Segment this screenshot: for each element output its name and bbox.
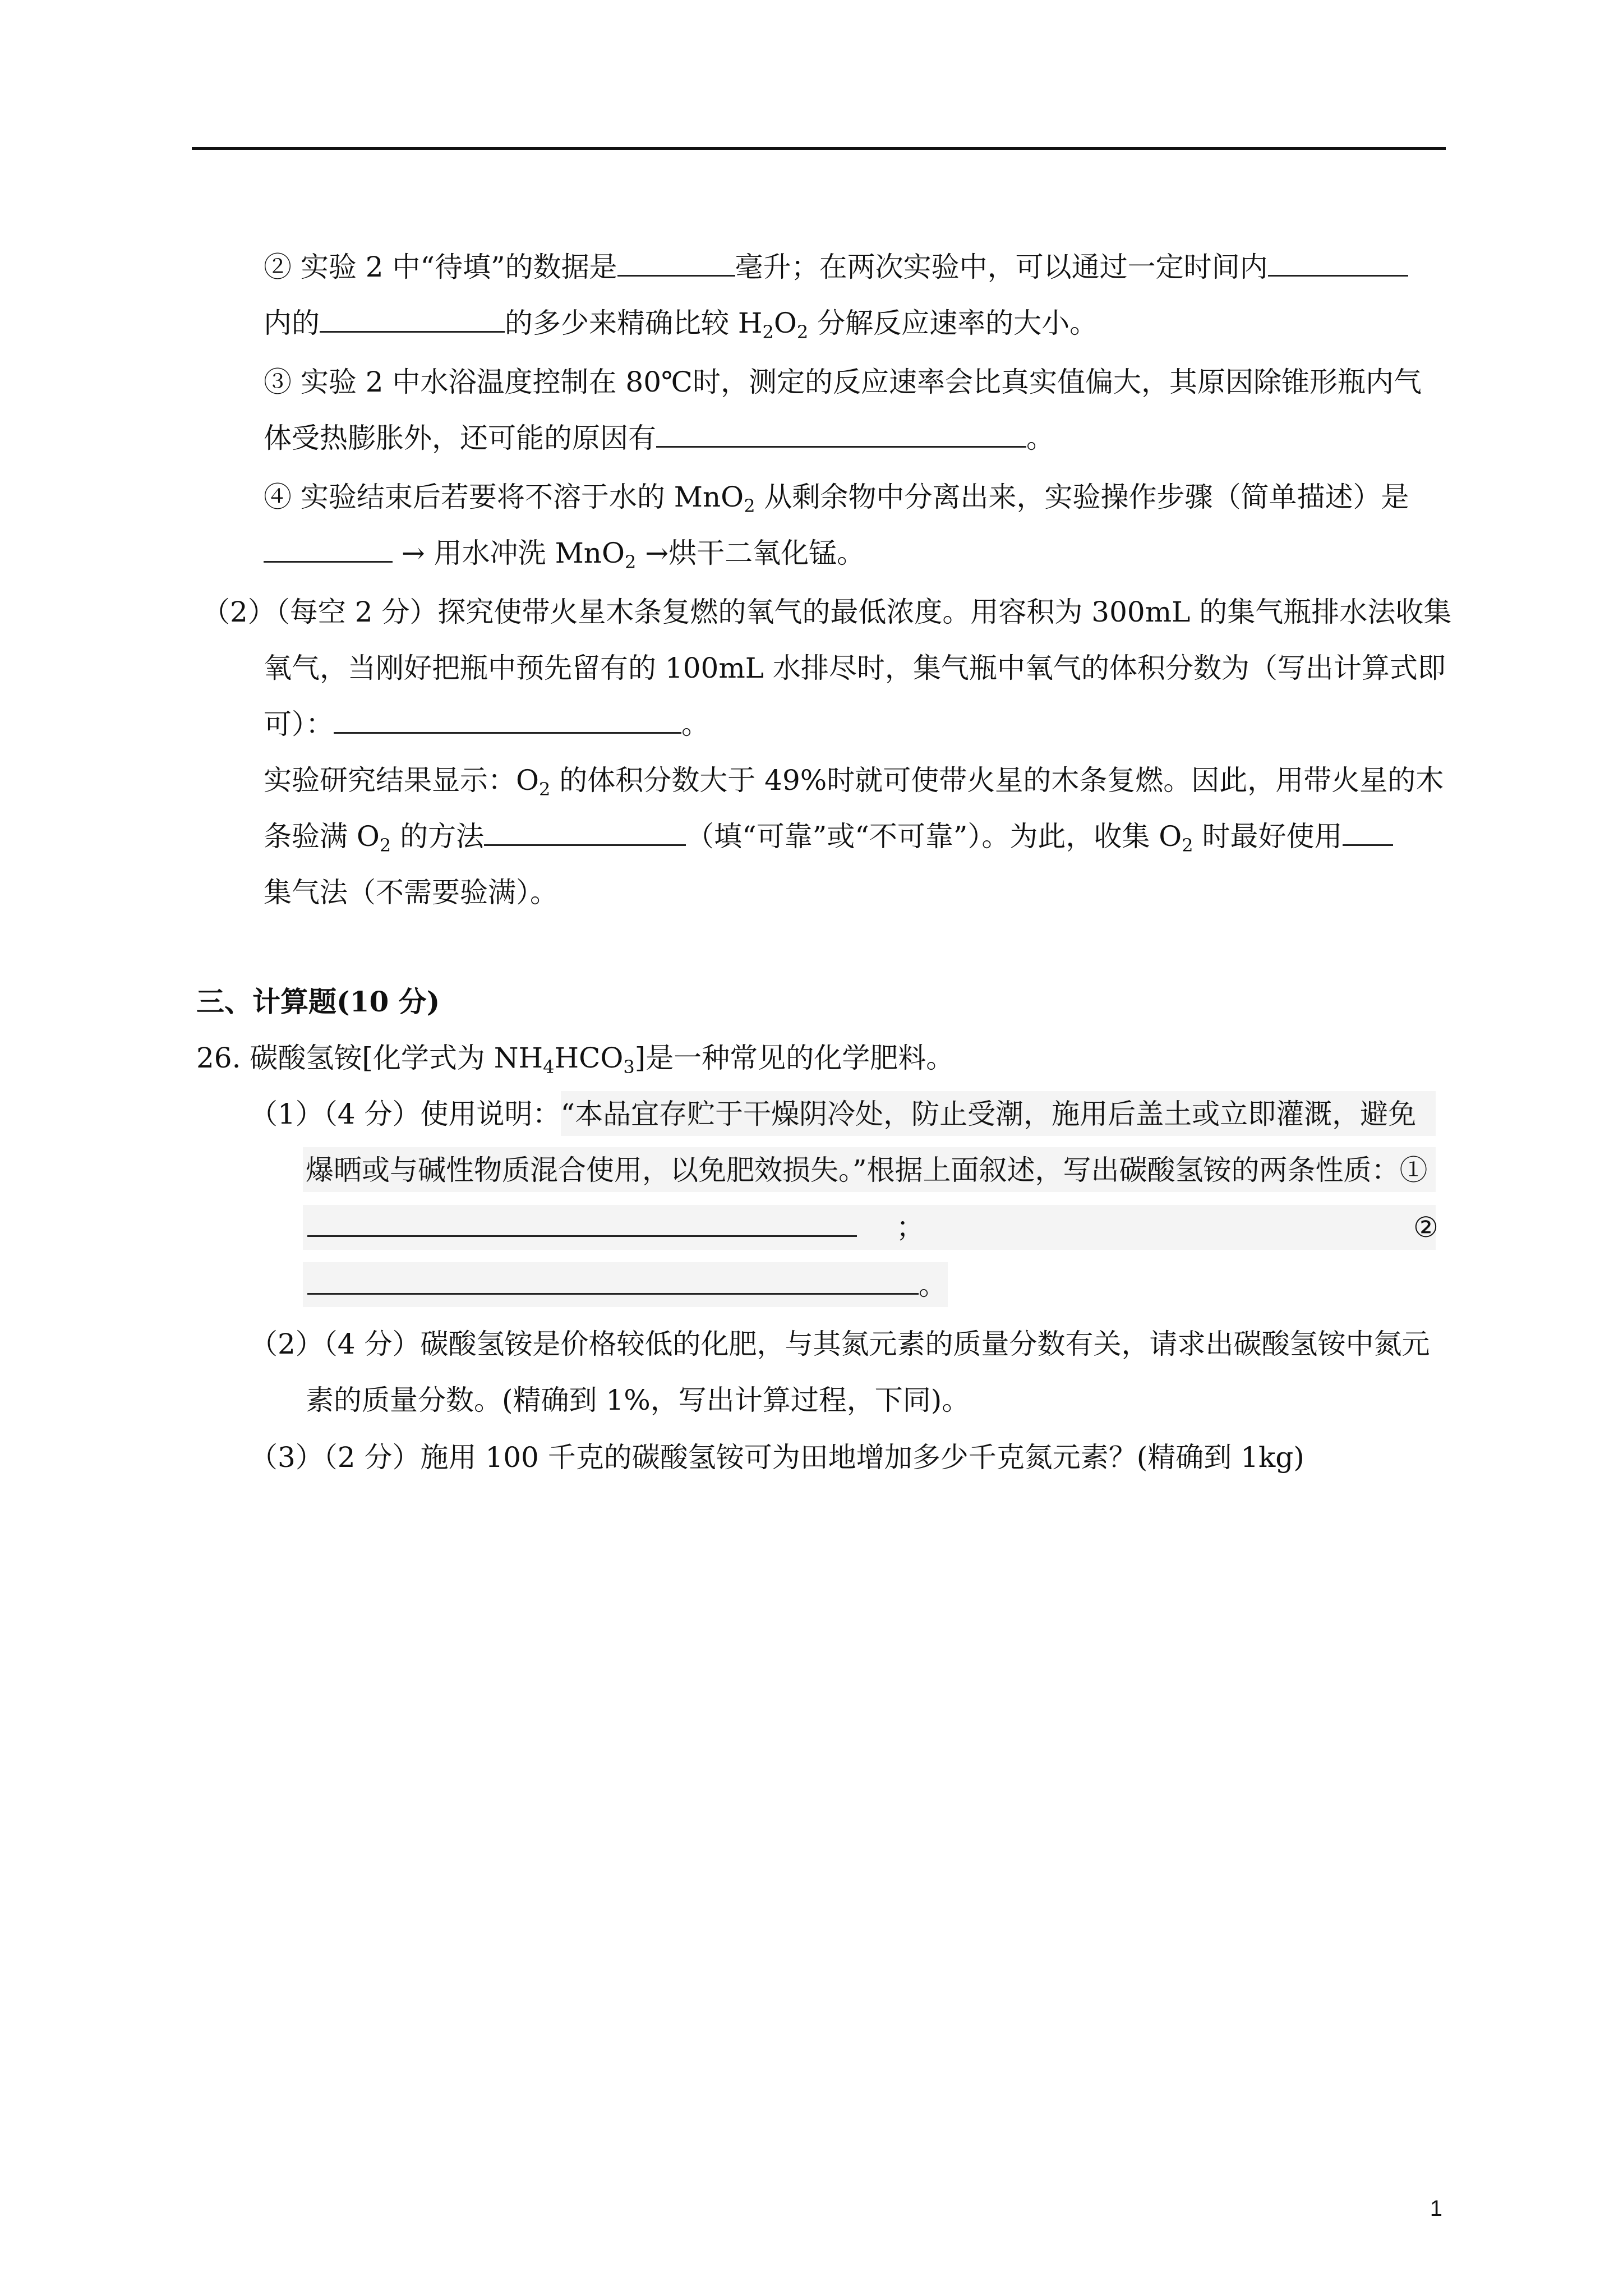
answer-blank-2[interactable]: [1268, 247, 1408, 277]
q4-text-c: → 用水冲洗 MnO: [393, 537, 625, 569]
part2-line3: [264, 704, 709, 744]
header-rule: [192, 147, 1446, 150]
subscript: 2: [744, 495, 755, 517]
subscript: 2: [624, 551, 637, 573]
q26-s1-circle2: ②: [1413, 1211, 1438, 1244]
subscript: 2: [762, 321, 774, 343]
q2-text-b: 毫升；在两次实验中，可以通过一定时间内: [735, 251, 1268, 283]
part2-text-k: 集气法（不需要验满）。: [264, 876, 558, 909]
answer-blank-3[interactable]: [320, 303, 505, 333]
q3-line2: [264, 418, 1054, 458]
q4-text-b: 从剩余物中分离出来，实验操作步骤（简单描述）是: [755, 481, 1409, 513]
part2-line1: [202, 592, 1451, 632]
q4-text-a: ④ 实验结束后若要将不溶于水的 MnO: [264, 481, 744, 513]
page-number: 1: [1430, 2196, 1442, 2221]
q26-s1-end: 。: [919, 1269, 947, 1301]
part2-text-i: （填“可靠”或“不可靠”）。为此，收集 O: [686, 820, 1182, 853]
section3-heading: 三、计算题(10 分): [196, 985, 440, 1018]
part2-line2: [264, 648, 1446, 688]
q26-s1-line2: [306, 1150, 1428, 1190]
part2-line5: [264, 816, 1393, 866]
q26-s1-line3: [307, 1207, 924, 1248]
q4-text-d: →烘干二氧化锰。: [636, 537, 865, 569]
q26-s2-text-b: 素的质量分数。(精确到 1%，写出计算过程，下同)。: [306, 1384, 970, 1416]
q2-text-e: O: [773, 307, 797, 339]
q4-line1: [264, 477, 1409, 526]
subscript: 4: [543, 1056, 555, 1078]
q3-text-b: 体受热膨胀外，还可能的原因有: [264, 422, 656, 454]
answer-blank-9[interactable]: [307, 1207, 857, 1237]
q26-s1-text-b: 爆晒或与碱性物质混合使用，以免肥效损失。”根据上面叙述，写出碳酸氢铵的两条性质：①: [306, 1154, 1428, 1186]
subscript: 2: [1182, 835, 1193, 856]
answer-blank-6[interactable]: [334, 704, 681, 734]
part2-line6: [264, 872, 558, 913]
answer-blank-4[interactable]: [656, 418, 1026, 448]
q4-line2: [264, 533, 865, 582]
part2-text-g: 条验满 O: [264, 820, 380, 853]
q26-text-b: HCO: [554, 1042, 624, 1074]
part2-text-b: 氧气，当刚好把瓶中预先留有的 100mL 水排尽时，集气瓶中氧气的体积分数为（写出计算式即: [264, 652, 1446, 684]
q26-s1-line1: [250, 1094, 1416, 1134]
q26-text-a: 26. 碳酸氢铵[化学式为 NH: [196, 1042, 543, 1074]
answer-blank-10[interactable]: [307, 1265, 919, 1295]
q26-text-c: ]是一种常见的化学肥料。: [634, 1042, 955, 1074]
q26-s2-line2: [306, 1380, 970, 1420]
part2-text-c: 可）：: [264, 708, 334, 740]
part2-text-e: 实验研究结果显示：O: [264, 764, 539, 797]
subscript: 2: [796, 321, 809, 343]
part2-line4: [264, 760, 1444, 809]
part2-text-j: 时最好使用: [1193, 820, 1343, 853]
part2-text-h: 的方法: [391, 820, 485, 853]
subscript: 2: [539, 779, 551, 800]
part2-text-a: （2）（每空 2 分）探究使带火星木条复燃的氧气的最低浓度。用容积为 300mL 的集气瓶排水法收集: [202, 596, 1452, 628]
subscript: 2: [379, 835, 391, 856]
q3-line1: [264, 362, 1422, 402]
q2-line2: [264, 303, 1098, 352]
q2-text-f: 分解反应速率的大小。: [808, 307, 1098, 339]
q26-s3: [250, 1437, 1304, 1478]
q26-intro: [196, 1038, 954, 1087]
part2-text-d: 。: [681, 708, 709, 740]
q2-text-a: ② 实验 2 中“待填”的数据是: [264, 251, 617, 283]
q2-text-d: 的多少来精确比较 H: [505, 307, 763, 339]
q3-text-c: 。: [1026, 422, 1054, 454]
subscript: 3: [623, 1056, 635, 1078]
answer-blank-1[interactable]: [617, 247, 735, 277]
answer-blank-5[interactable]: [264, 533, 393, 563]
q3-text-a: ③ 实验 2 中水浴温度控制在 80℃时，测定的反应速率会比真实值偏大，其原因除锥形瓶内气: [264, 366, 1422, 398]
q26-s3-text: （3）（2 分）施用 100 千克的碳酸氢铵可为田地增加多少千克氮元素？(精确到 1kg): [250, 1441, 1304, 1474]
answer-blank-8[interactable]: [1343, 816, 1393, 846]
q26-s2-text-a: （2）（4 分）碳酸氢铵是价格较低的化肥，与其氮元素的质量分数有关，请求出碳酸氢铵中氮元: [250, 1328, 1430, 1360]
part2-text-f: 的体积分数大于 49%时就可使带火星的木条复燃。因此，用带火星的木: [550, 764, 1444, 797]
q26-s2-line1: [250, 1324, 1430, 1364]
q2-text-c: 内的: [264, 307, 320, 339]
q26-s1-text-a: （1）（4 分）使用说明：“本品宜存贮于干燥阴冷处，防止受潮，施用后盖土或立即灌溉，避免: [250, 1098, 1417, 1130]
q2-line1: [264, 247, 1408, 287]
q26-s1-line4: [307, 1265, 947, 1305]
q26-s1-semicolon: ；: [896, 1211, 924, 1244]
answer-blank-7[interactable]: [484, 816, 686, 846]
